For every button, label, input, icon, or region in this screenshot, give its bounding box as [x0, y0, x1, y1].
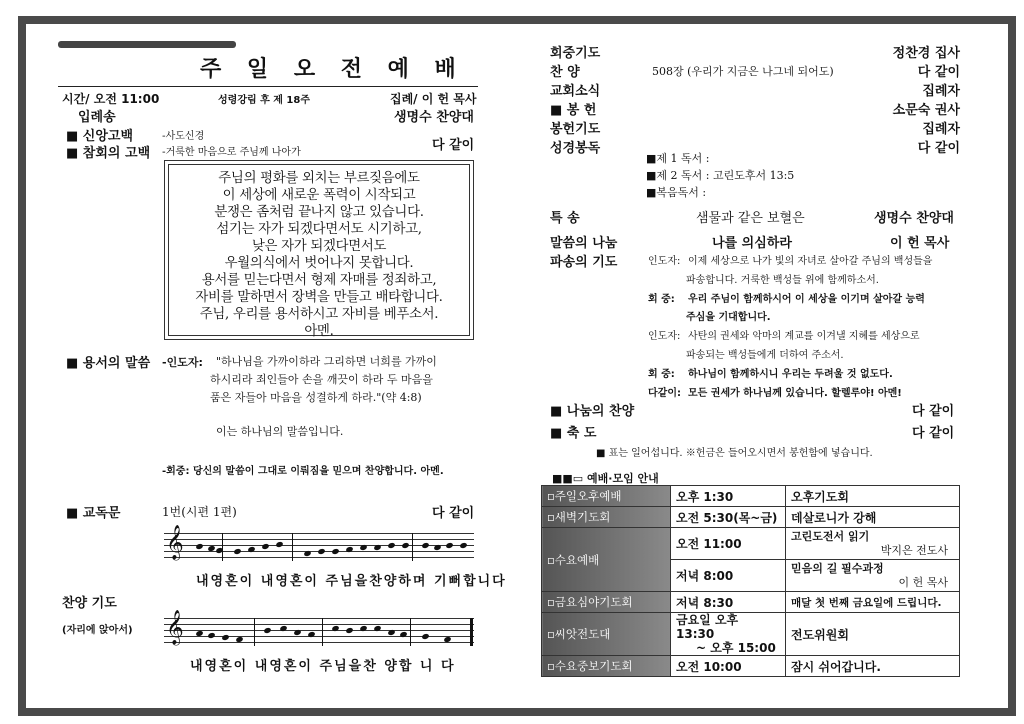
- praise-prayer-label: 찬양 기도: [62, 596, 117, 611]
- confession-line: 자비를 말하면서 장벽을 만들고 배타합니다.: [195, 290, 443, 305]
- table-row: [542, 592, 960, 613]
- prelude-label: 입례송: [78, 110, 116, 125]
- lyrics-1: 내영혼이 내영혼이 주님을찬양하며 기뻐합니다: [196, 574, 507, 589]
- benediction-label: ■ 축 도: [550, 426, 597, 441]
- offering-note: ■ 표는 일어섭니다. ※헌금은 들어오시면서 봉헌함에 넣습니다.: [596, 448, 873, 459]
- schedule-name: ▫씨앗전도대: [542, 613, 671, 656]
- sermon-title: 나를 의심하라: [712, 236, 792, 251]
- responsive-label: ■ 교독문: [66, 506, 121, 521]
- repent-note: -거룩한 마음으로 주님께 나아가: [162, 147, 301, 158]
- order-label: 회중기도: [550, 46, 601, 61]
- schedule-name: ▫새벽기도회: [542, 507, 671, 528]
- creed-note: -사도신경: [162, 131, 205, 142]
- schedule-info: [786, 560, 960, 592]
- table-row: [542, 613, 960, 656]
- speaker-label: 다같이:: [648, 387, 681, 399]
- schedule-table: [541, 485, 960, 677]
- schedule-name: ▫금요심야기도회: [542, 592, 671, 613]
- prayer-line: 사탄의 권세와 악마의 계교를 이겨낼 지혜를 세상으로: [688, 331, 920, 343]
- forgive-line: 하시리라 죄인들아 손을 깨끗이 하라 두 마음을: [210, 373, 433, 386]
- order-label: 성경봉독: [550, 141, 601, 156]
- schedule-time: 오전 5:30(목~금): [671, 507, 786, 528]
- congregation-response: -회중: 당신의 말씀이 그대로 이뤄짐을 믿으며 찬양합니다. 아멘.: [162, 466, 444, 477]
- schedule-time: 오전 10:00: [671, 656, 786, 677]
- schedule-time: [671, 613, 786, 656]
- treble-clef-icon: 𝄞: [166, 525, 184, 560]
- speaker-label: 회 중:: [648, 293, 675, 305]
- word-note: 이는 하나님의 말씀입니다.: [216, 425, 344, 438]
- table-row: [542, 528, 960, 560]
- speaker-label: 인도자:: [648, 331, 681, 343]
- prayer-line: 이제 세상으로 나가 빛의 자녀로 살아갈 주님의 백성들을: [688, 256, 933, 267]
- sending-label: 파송의 기도: [550, 255, 618, 270]
- order-by: 집례자: [922, 84, 960, 99]
- order-by: 다 같이: [917, 65, 960, 80]
- table-row: [542, 656, 960, 677]
- responsive-note: 1번(시편 1편): [162, 505, 237, 519]
- prayer-line: 파송합니다. 거룩한 백성들 위에 함께하소서.: [686, 274, 879, 286]
- prayer-line: 모든 권세가 하나님께 있습니다. 할렐루야! 아멘!: [688, 387, 902, 399]
- schedule-info-line: 고린도전서 읽기: [791, 529, 870, 543]
- responsive-by: 다 같이: [432, 506, 475, 521]
- reading-gospel: ■복음독서 :: [646, 186, 707, 199]
- sermon-label: 말씀의 나눔: [550, 236, 618, 251]
- schedule-info-line: 박지은 전도사: [880, 543, 948, 557]
- liturgical-week: 성령강림 후 제 18주: [218, 95, 310, 106]
- schedule-info: 전도위원회: [786, 613, 960, 656]
- schedule-time: 저녁 8:00: [671, 560, 786, 592]
- creed-label: ■ 신앙고백: [66, 129, 134, 144]
- hymn-by: 다 같이: [912, 404, 955, 419]
- confession-line: 이 세상에 새로운 폭력이 시작되고: [222, 188, 416, 203]
- forgive-label: ■ 용서의 말씀: [66, 356, 151, 371]
- speaker-label: 회 중:: [648, 368, 675, 380]
- prayer-line: 주심을 기대합니다.: [686, 312, 771, 324]
- schedule-info: 데살로니가 강해: [786, 507, 960, 528]
- table-row: [542, 486, 960, 507]
- hymn-label: ■ 나눔의 찬양: [550, 404, 635, 419]
- schedule-name: ▫수요중보기도회: [542, 656, 671, 677]
- page-title: 주 일 오 전 예 배: [200, 56, 465, 82]
- reading-2: ■제 2 독서 : 고린도후서 13:5: [646, 169, 795, 182]
- order-detail: 508장 (우리가 지금은 나그네 되어도): [652, 65, 834, 78]
- repent-label: ■ 참회의 고백: [66, 146, 151, 161]
- special-by: 생명수 찬양대: [874, 211, 954, 226]
- prayer-line: 파송되는 백성들에게 더하여 주소서.: [686, 350, 844, 361]
- schedule-info: [786, 528, 960, 560]
- order-by: 소문숙 권사: [892, 103, 960, 118]
- benediction-by: 다 같이: [912, 426, 955, 441]
- order-label: 교회소식: [550, 84, 601, 99]
- confession-line: 분쟁은 좀처럼 끝나지 않고 있습니다.: [214, 205, 424, 220]
- sermon-by: 이 헌 목사: [890, 236, 950, 251]
- confession-line: 우월의식에서 벗어나지 못합니다.: [224, 256, 414, 271]
- schedule-name: ▫주일오후예배: [542, 486, 671, 507]
- schedule-info-line: 믿음의 길 필수과정: [791, 561, 884, 575]
- music-staff-1: [164, 525, 474, 561]
- special-title: 샘물과 같은 보혈은: [696, 211, 805, 226]
- header-bar: [58, 41, 236, 48]
- table-row: [542, 507, 960, 528]
- schedule-info: 오후기도회: [786, 486, 960, 507]
- forgive-leader: -인도자:: [162, 356, 203, 369]
- schedule-info: 매달 첫 번째 금요일에 드립니다.: [786, 592, 960, 613]
- order-label: 봉헌기도: [550, 122, 601, 137]
- confession-line: 주님의 평화를 외치는 부르짖음에도: [218, 171, 420, 186]
- lyrics-2: 내영혼이 내영혼이 주님을찬 양합 니 다: [190, 659, 456, 674]
- special-label: 특 송: [550, 211, 580, 226]
- speaker-label: 인도자:: [648, 256, 681, 267]
- order-by: 집례자: [922, 122, 960, 137]
- prayer-line: 하나님이 함께하시니 우리는 두려울 것 없도다.: [688, 368, 893, 380]
- confession-line: 주님, 우리를 용서하시고 자비를 베푸소서.: [199, 307, 439, 322]
- schedule-time: 저녁 8:30: [671, 592, 786, 613]
- schedule-title: ■■▭ 예배·모임 안내: [552, 472, 659, 485]
- schedule-info-line: 이 헌 목사: [898, 575, 948, 589]
- prayer-line: 우리 주님이 함께하시어 이 세상을 이기며 살아갈 능력: [688, 293, 925, 305]
- presider: 집례/ 이 헌 목사: [390, 92, 477, 106]
- treble-clef-icon: 𝄞: [166, 610, 184, 645]
- schedule-time: 오전 11:00: [671, 528, 786, 560]
- confession-line: 아멘.: [304, 324, 334, 339]
- confession-line: 용서를 믿는다면서 형제 자매를 정죄하고,: [201, 273, 437, 288]
- reading-1: ■제 1 독서 :: [646, 152, 710, 165]
- seated-note: (자리에 앉아서): [62, 625, 133, 636]
- title-divider: [58, 86, 478, 87]
- music-staff-2: [164, 610, 474, 646]
- schedule-info: 잠시 쉬어갑니다.: [786, 656, 960, 677]
- schedule-time-line: 금요일 오후 13:30: [676, 613, 739, 641]
- service-time: 시간/ 오전 11:00: [62, 92, 160, 106]
- order-label: ■ 봉 헌: [550, 103, 597, 118]
- order-by: 정찬경 집사: [892, 46, 960, 61]
- order-by: 다 같이: [917, 141, 960, 156]
- forgive-line: 품은 자들아 마음을 성결하게 하라."(약 4:8): [210, 391, 422, 404]
- repent-by: 다 같이: [432, 138, 475, 153]
- forgive-line: "하나님을 가까이하라 그리하면 너희를 가까이: [216, 355, 437, 368]
- confession-line: 낮은 자가 되겠다면서도: [251, 239, 387, 254]
- schedule-time-line: ~ 오후 15:00: [696, 641, 776, 655]
- schedule-name: ▫수요예배: [542, 528, 671, 592]
- confession-line: 섬기는 자가 되겠다면서도 시기하고,: [216, 222, 422, 237]
- confession-inner: [168, 164, 470, 339]
- prelude-by: 생명수 찬양대: [394, 110, 474, 125]
- confession-box: [164, 160, 474, 340]
- order-label: 찬 양: [550, 65, 580, 80]
- schedule-time: 오후 1:30: [671, 486, 786, 507]
